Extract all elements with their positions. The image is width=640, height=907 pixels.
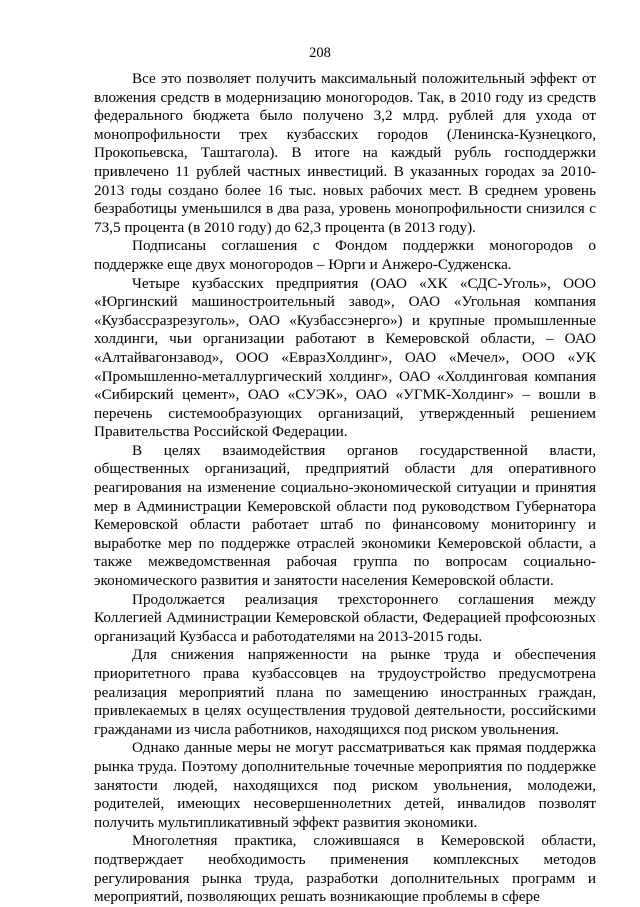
paragraph-8: Многолетняя практика, сложившаяся в Кемеровской области, подтверждает необходимость применения комплексных методов регулирования рынка труда, разработки дополнительных программ и мероприятий, позволяющих решать возникающие проблемы в сфере: [94, 832, 596, 906]
paragraph-5: Продолжается реализация трехстороннего соглашения между Коллегией Администрации Кемеровской области, Федерацией профсоюзных организаций Кузбасса и работодателями на 2013-2015 годы.: [94, 590, 596, 645]
paragraph-1: Все это позволяет получить максимальный положительный эффект от вложения средств в модернизацию моногородов. Так, в 2010 году из средств федерального бюджета было получено 3,2 млрд. рублей для ухода от монопрофильности трех кузбасских городов (Ленинска-Кузнецкого, Прокопьевска, Таштагола). В итоге на каждый рубль господдержки привлечено 11 рублей частных инвестиций. В указанных городах за 2010-2013 годы создано более 16 тыс. новых рабочих мест. В среднем уровень безработицы уменьшился в два раза, уровень монопрофильности снизился с 73,5 процента (в 2010 году) до 62,3 процента (в 2013 году).: [94, 70, 596, 236]
paragraph-4: В целях взаимодействия органов государственной власти, общественных организаций, предприятий области для оперативного реагирования на изменение социально-экономической ситуации и принятия мер в Администрации Кемеровской области под руководством Губернатора Кемеровской области работает штаб по финансовому мониторингу и выработке мер по поддержке отраслей экономики Кемеровской области, а также межведомственная рабочая группа по вопросам социально-экономического развития и занятости населения Кемеровской области.: [94, 441, 596, 590]
paragraph-7: Однако данные меры не могут рассматриваться как прямая поддержка рынка труда. Поэтому дополнительные точечные мероприятия по поддержке занятости людей, находящихся под риском увольнения, молодежи, родителей, имеющих несовершеннолетних детей, инвалидов позволят получить мультипликативный эффект развития экономики.: [94, 739, 596, 831]
page-number: 208: [309, 45, 331, 61]
paragraph-6: Для снижения напряженности на рынке труда и обеспечения приоритетного права кузбассовцев на трудоустройство предусмотрена реализация мероприятий плана по замещению иностранных граждан, привлекаемых в целях осуществления трудовой деятельности, российскими гражданами из числа работников, находящихся под риском увольнения.: [94, 646, 596, 738]
paragraph-2: Подписаны соглашения с Фондом поддержки моногородов о поддержке еще двух моногородов – Юрги и Анжеро-Судженска.: [94, 237, 596, 273]
body-text: [94, 70, 596, 907]
paragraph-3: Четыре кузбасских предприятия (ОАО «ХК «СДС-Уголь», ООО «Юргинский машиностроительный завод», ОАО «Угольная компания «Кузбассразрезуголь», ОАО «Кузбассэнерго») и крупные промышленные холдинги, чьи организации работают в Кемеровской области, – ОАО «Алтайвагонзавод», ООО «ЕвразХолдинг», ОАО «Мечел», ООО «УК «Промышленно-металлургический холдинг», ОАО «Холдинговая компания «Сибирский цемент», ОАО «СУЭК», ОАО «УГМК-Холдинг» – вошли в перечень системообразующих организаций, утвержденный решением Правительства Российской Федерации.: [94, 274, 596, 441]
